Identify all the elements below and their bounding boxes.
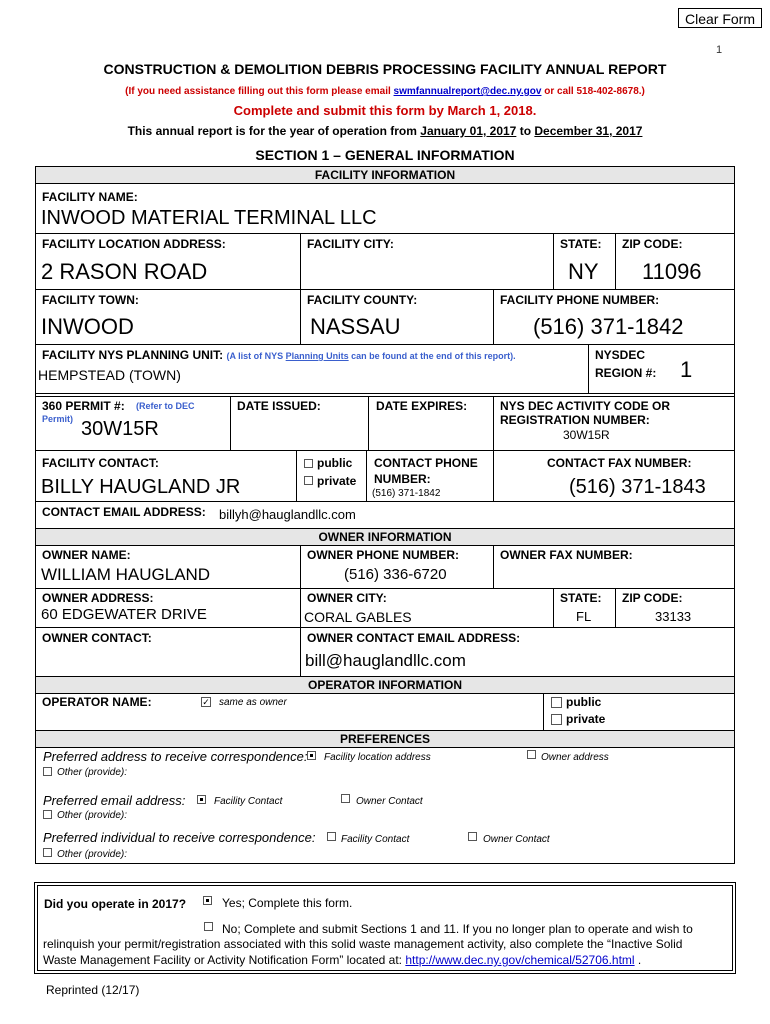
same-as-owner-checkbox[interactable]: ✓ — [202, 697, 210, 707]
pref-individual-other-label: Other (provide): — [57, 849, 128, 860]
permit-field[interactable]: 30W15R — [81, 418, 159, 440]
form-title: CONSTRUCTION & DEMOLITION DEBRIS PROCESSING FACILITY ANNUAL REPORT — [103, 61, 667, 77]
operator-private-label: private — [566, 712, 606, 726]
contact-email-label: CONTACT EMAIL ADDRESS: — [42, 505, 206, 519]
activity-code-field[interactable]: 30W15R — [563, 428, 610, 442]
pref-email-question: Preferred email address: — [43, 793, 186, 808]
owner-contact-email-label: OWNER CONTACT EMAIL ADDRESS: — [307, 631, 521, 645]
contact-phone-label-2: NUMBER: — [374, 472, 431, 486]
pref-individual-facility-checkbox[interactable] — [327, 832, 336, 841]
activity-code-label-2: REGISTRATION NUMBER: — [500, 413, 650, 427]
owner-name-field[interactable]: WILLIAM HAUGLAND — [41, 565, 211, 584]
operate-no-text-3: Waste Management Facility or Activity Notification Form” located at: http://www.dec.ny.gov/chemical/52706.html . — [43, 953, 642, 967]
pref-address-owner-checkbox[interactable] — [527, 750, 536, 759]
owner-zip-label: ZIP CODE: — [622, 591, 683, 605]
owner-info-heading: OWNER INFORMATION — [36, 528, 734, 546]
pref-email-other-checkbox[interactable] — [43, 810, 52, 819]
pref-individual-owner-label: Owner Contact — [483, 834, 550, 845]
facility-info-heading: FACILITY INFORMATION — [36, 166, 734, 184]
facility-phone-label: FACILITY PHONE NUMBER: — [500, 293, 660, 307]
same-as-owner-label: same as owner — [219, 697, 287, 708]
facility-address-field[interactable]: 2 RASON ROAD — [41, 259, 208, 284]
pref-email-owner-label: Owner Contact — [356, 796, 423, 807]
owner-state-label: STATE: — [560, 591, 602, 605]
clear-form-button[interactable]: Clear Form — [678, 8, 762, 28]
contact-email-field[interactable]: billyh@hauglandllc.com — [219, 507, 356, 522]
facility-city-label: FACILITY CITY: — [307, 237, 394, 251]
owner-contact-label: OWNER CONTACT: — [42, 631, 152, 645]
contact-phone-field[interactable]: (516) 371-1842 — [372, 488, 441, 499]
owner-phone-field[interactable]: (516) 336-6720 — [344, 566, 447, 583]
pref-individual-question: Preferred individual to receive correspondence: — [43, 830, 316, 845]
pref-email-other-label: Other (provide): — [57, 810, 128, 821]
pref-address-facility-label: Facility location address — [324, 752, 431, 763]
pref-individual-owner-checkbox[interactable] — [468, 832, 477, 841]
permit-note: (Refer to DEC — [136, 401, 195, 411]
contact-private-label: private — [317, 474, 357, 488]
facility-contact-label: FACILITY CONTACT: — [42, 456, 159, 470]
notification-form-link[interactable]: http://www.dec.ny.gov/chemical/52706.html — [405, 953, 635, 967]
contact-public-checkbox[interactable] — [304, 459, 313, 468]
owner-zip-field[interactable]: 33133 — [655, 609, 692, 624]
operate-yes-checkbox[interactable] — [203, 896, 212, 905]
facility-zip-label: ZIP CODE: — [622, 237, 683, 251]
operate-yes-label: Yes; Complete this form. — [222, 896, 353, 910]
facility-address-label: FACILITY LOCATION ADDRESS: — [42, 237, 226, 251]
contact-fax-field[interactable]: (516) 371-1843 — [569, 476, 706, 498]
pref-address-other-label: Other (provide): — [57, 767, 128, 778]
owner-address-field[interactable]: 60 EDGEWATER DRIVE — [41, 606, 207, 623]
operator-private-checkbox[interactable] — [551, 714, 562, 725]
pref-email-facility-label: Facility Contact — [214, 796, 283, 807]
facility-county-label: FACILITY COUNTY: — [307, 293, 418, 307]
facility-zip-field[interactable]: 11096 — [642, 259, 702, 284]
operator-public-label: public — [566, 695, 602, 709]
section-title: SECTION 1 – GENERAL INFORMATION — [255, 147, 515, 163]
operate-no-checkbox[interactable] — [204, 922, 213, 931]
owner-state-field[interactable]: FL — [576, 609, 592, 624]
facility-phone-field[interactable]: (516) 371-1842 — [533, 314, 684, 339]
operate-question: Did you operate in 2017? — [44, 897, 187, 911]
region-field[interactable]: 1 — [680, 357, 693, 382]
pref-individual-facility-label: Facility Contact — [341, 834, 410, 845]
period-end: December 31, 2017 — [534, 124, 643, 138]
page-number: 1 — [716, 44, 723, 56]
reprinted-footer: Reprinted (12/17) — [46, 983, 140, 997]
contact-private-checkbox[interactable] — [304, 476, 313, 485]
period-start: January 01, 2017 — [420, 124, 517, 138]
pref-email-owner-checkbox[interactable] — [341, 794, 350, 803]
facility-name-field[interactable]: INWOOD MATERIAL TERMINAL LLC — [41, 207, 377, 229]
contact-fax-label: CONTACT FAX NUMBER: — [547, 456, 692, 470]
operator-name-label: OPERATOR NAME: — [42, 695, 152, 709]
preferences-heading: PREFERENCES — [36, 730, 734, 748]
region-label: NYSDEC — [595, 348, 646, 362]
owner-phone-label: OWNER PHONE NUMBER: — [307, 548, 459, 562]
facility-town-label: FACILITY TOWN: — [42, 293, 139, 307]
facility-name-label: FACILITY NAME: — [42, 190, 138, 204]
contact-public-label: public — [317, 456, 353, 470]
owner-city-label: OWNER CITY: — [307, 591, 387, 605]
pref-email-facility-checkbox[interactable] — [197, 795, 206, 804]
date-issued-label: DATE ISSUED: — [237, 399, 321, 413]
activity-code-label: NYS DEC ACTIVITY CODE OR — [500, 399, 671, 413]
pref-address-owner-label: Owner address — [541, 752, 609, 763]
operate-no-text: No; Complete and submit Sections 1 and 11. If you no longer plan to operate and wish to — [222, 922, 693, 936]
planning-unit-label: FACILITY NYS PLANNING UNIT: (A list of NYS Planning Units can be found at the end of this report). — [42, 348, 516, 362]
operate-no-text-2: relinquish your permit/registration associated with this solid waste management activity, also complete the “Inactive Solid — [43, 937, 683, 951]
owner-address-label: OWNER ADDRESS: — [42, 591, 154, 605]
facility-state-label: STATE: — [560, 237, 602, 251]
facility-contact-field[interactable]: BILLY HAUGLAND JR — [41, 476, 241, 498]
pref-address-question: Preferred address to receive correspondence: — [43, 749, 308, 764]
region-label-2: REGION #: — [595, 366, 657, 380]
pref-address-facility-checkbox[interactable] — [307, 751, 316, 760]
owner-name-label: OWNER NAME: — [42, 548, 131, 562]
pref-individual-other-checkbox[interactable] — [43, 848, 52, 857]
owner-city-field[interactable]: CORAL GABLES — [304, 609, 412, 625]
permit-label: 360 PERMIT #: — [42, 399, 125, 413]
operator-info-heading: OPERATOR INFORMATION — [36, 676, 734, 694]
contact-phone-label: CONTACT PHONE — [374, 456, 478, 470]
owner-fax-label: OWNER FAX NUMBER: — [500, 548, 633, 562]
operator-public-checkbox[interactable] — [551, 697, 562, 708]
planning-unit-field[interactable]: HEMPSTEAD (TOWN) — [38, 367, 181, 383]
permit-note-2: Permit) — [42, 414, 74, 424]
date-expires-label: DATE EXPIRES: — [376, 399, 468, 413]
facility-county-field[interactable]: NASSAU — [310, 314, 401, 339]
report-period: This annual report is for the year of operation from January 01, 2017 to December 31, 2017 — [127, 124, 643, 138]
owner-contact-email-field[interactable]: bill@hauglandllc.com — [305, 651, 466, 670]
deadline-text: Complete and submit this form by March 1, 2018. — [233, 103, 537, 118]
assistance-note: (If you need assistance filling out this form please email swmfannualreport@dec.ny.gov or call 518-402-8678.) — [125, 86, 645, 97]
facility-state-field[interactable]: NY — [568, 259, 599, 284]
pref-address-other-checkbox[interactable] — [43, 767, 52, 776]
assistance-email-link[interactable]: swmfannualreport@dec.ny.gov — [393, 86, 542, 97]
facility-town-field[interactable]: INWOOD — [41, 314, 134, 339]
